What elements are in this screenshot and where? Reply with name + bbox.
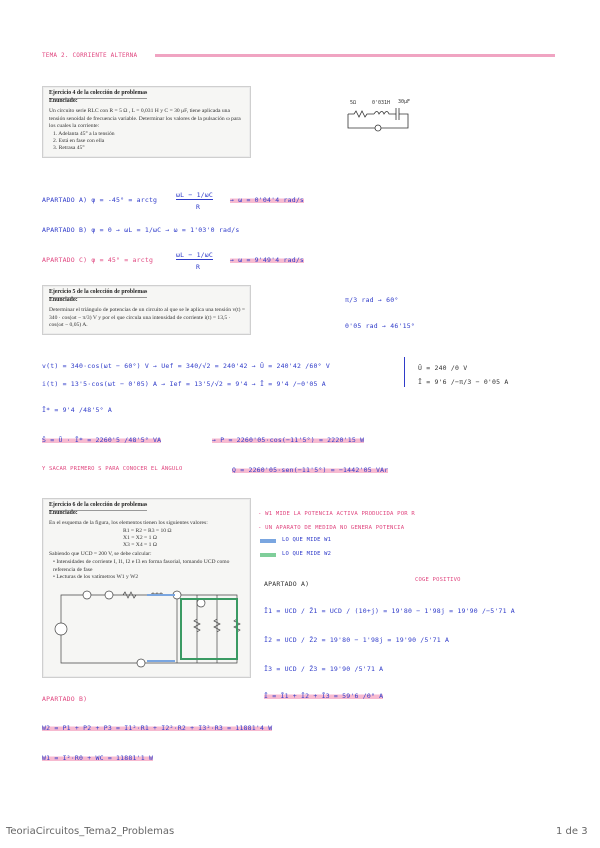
problem1-enunciado: Enunciado: [49, 98, 78, 104]
solution-a-denominator: R [196, 203, 201, 211]
problem3-heading: Ejercicio 6 de la colección de problemas [49, 502, 147, 511]
side-voltage: Ū = 240 /0 V [418, 364, 468, 372]
note-angle: Y SACAR PRIMERO S PARA CONOCER EL ÁNGULO [42, 466, 183, 472]
problem2-text: Determinar el triángulo de potencias de un circuito al que se le aplica una tensión v(t) = 340 · cos(ωt − π/3) V y por el que circula una intensidad de corriente i(t) = 13,5 · cos(ωt − 0,05) A. [49, 307, 246, 329]
active-power: → P = 2260'05·cos(−11'5°) = 2220'15 W [212, 436, 365, 444]
problem3-val-2: X1 = X2 = 1 Ω [123, 535, 157, 541]
problem2-enunciado: Enunciado: [49, 297, 78, 303]
solution-c-numerator: ωL − 1/ωC [176, 251, 214, 259]
legend-w1-swatch [260, 539, 276, 543]
reactive-power: Q = 2260'05·sen(−11'5°) = −1442'05 VAr [232, 466, 389, 474]
legend-w2-swatch [260, 553, 276, 557]
solution-a-label: APARTADO A) φ = -45° = arctg [42, 196, 158, 204]
solution-c-result: → ω = 9'49'4 rad/s [230, 256, 305, 264]
note-meter: - UN APARATO DE MEDIDA NO GENERA POTENCIA [258, 525, 405, 531]
problem1-item-3: 3. Retrasa 45° [53, 145, 85, 151]
problem2-heading: Ejercicio 5 de la colección de problemas [49, 289, 147, 298]
voltage-phasor-line: v(t) = 340·cos(ωt − 60°) V → Uef = 340/√2 = 240'42 → Ū = 240'42 /60° V [42, 362, 330, 370]
problem3-bullet-1: • Intensidades de corriente I, I1, I2 e I3 en forma fasorial, tomando UCD como referencia de fase [53, 559, 230, 573]
current-i3: Ī3 = UCD / Z̄3 = 19'90 /5'71 A [264, 665, 384, 673]
current-i2: Ī2 = UCD / Z̄2 = 19'80 − 1'98j = 19'90 /5'71 A [264, 636, 450, 644]
problem1-text: Un circuito serie RLC con R = 5 Ω , L = 0,031 H y C = 30 μF, tiene aplicada una tensión senoidal de frecuencia variable. Determinar los valores de la pulsación ω para los cuales la corriente: [49, 108, 241, 130]
part-b-label: APARTADO B) [42, 695, 88, 703]
footer-page-number: 1 de 3 [556, 826, 588, 837]
problem1-heading: Ejercicio 4 de la colección de problemas [49, 90, 147, 99]
w1-highlight-path [147, 595, 175, 661]
problem3-bullet-2: • Lecturas de los vatímetros W1 y W2 [53, 574, 139, 580]
note-w1: - W1 MIDE LA POTENCIA ACTIVA PRODUCIDA POR R [258, 511, 415, 517]
page-title: TEMA 2. CORRIENTE ALTERNA [42, 52, 138, 59]
wattmeter-circuit-diagram [51, 585, 247, 671]
side-brace [404, 357, 405, 387]
angle-conversion-2: 0'05 rad → 46'15° [345, 322, 415, 330]
angle-conversion-1: π/3 rad → 60° [345, 296, 399, 304]
rlc-circuit-diagram [340, 92, 420, 140]
problem3-statement [42, 498, 251, 678]
legend-w1: LO QUE MIDE W1 [282, 537, 332, 543]
solution-c-denominator: R [196, 263, 201, 271]
circuit-label-l: 0'031H [372, 100, 391, 106]
problem1-statement [42, 86, 251, 158]
footer-document-name: TeoriaCircuitos_Tema2_Problemas [6, 826, 175, 837]
conjugate-current: Ī* = 9'4 /48'5° A [42, 406, 112, 414]
title-underline [155, 54, 555, 57]
problem1-item-1: 1. Adelanta 45° a la tensión [53, 131, 115, 137]
problem3-supply: Sabiendo que UCD = 200 V, se debe calcular: [49, 551, 152, 557]
problem2-statement [42, 285, 251, 335]
problem1-item-2: 2. Está en fase con ella [53, 138, 105, 144]
positive-note: COGE POSITIVO [415, 577, 461, 583]
w2-highlight-path [181, 599, 237, 659]
wattmeter-w2-reading: W2 = P1 + P2 + P3 = I1²·R1 + I2²·R2 + I3²·R3 = 11881'4 W [42, 724, 273, 732]
current-i1: Ī1 = UCD / Z̄1 = UCD / (10+j) = 19'80 − 1'98j = 19'90 /−5'71 A [264, 607, 515, 615]
circuit-label-r: 5Ω [350, 100, 357, 106]
part-a-label: APARTADO A) [264, 580, 310, 588]
solution-c-label: APARTADO C) φ = 45° = arctg [42, 256, 154, 264]
total-current: Ī = Ī1 + Ī2 + Ī3 = 59'6 /0° A [264, 692, 384, 700]
solution-a-numerator: ωL − 1/ωC [176, 191, 214, 199]
apparent-power: S̄ = Ū · Ī* = 2260'5 /48'5° VA [42, 436, 162, 444]
current-phasor-line: i(t) = 13'5·cos(ωt − 0'05) A → Ief = 13'5/√2 = 9'4 → Ī = 9'4 /−0'05 A [42, 380, 326, 388]
problem3-intro: En el esquema de la figura, los elementos tienen los siguientes valores: [49, 520, 208, 526]
circuit-label-c: 30μF [398, 99, 411, 105]
side-current: Ī = 9'6 /−π/3 − 0'05 A [418, 378, 509, 386]
legend-w2: LO QUE MIDE W2 [282, 551, 332, 557]
problem3-val-3: X3 = X4 = 1 Ω [123, 542, 157, 548]
problem3-enunciado: Enunciado: [49, 510, 78, 516]
problem3-val-1: R1 = R2 = R3 = 10 Ω [123, 528, 172, 534]
wattmeter-w1-reading: W1 = I²·R0 + WC = 11881'1 W [42, 754, 154, 762]
solution-b: APARTADO B) φ = 0 → ωL = 1/ωC → ω = 1'03'0 rad/s [42, 226, 240, 234]
solution-a-result: → ω = 0'04'4 rad/s [230, 196, 305, 204]
